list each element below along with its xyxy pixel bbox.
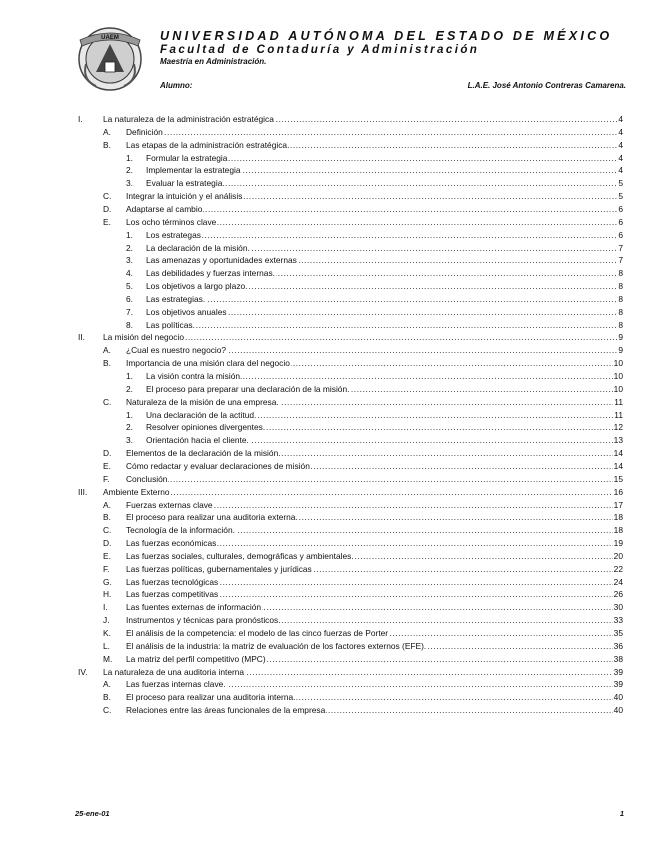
toc-entry-title-text: Elementos de la declaración de la misión [126,448,279,459]
toc-entry[interactable] [0,500,655,511]
toc-entry-title [146,384,623,395]
toc-entry[interactable] [0,538,655,549]
toc-entry-title-text: La visión contra la misión. [146,371,243,381]
toc-entry-page: 18 [613,512,623,523]
toc-entry-title-text: Las fuerzas sociales, culturales, demográficas y ambientales [126,550,352,561]
toc-entry[interactable] [0,551,655,562]
toc-entry-page: 14 [613,448,623,459]
toc-entry-title [126,474,623,485]
toc-entry-title-text: El análisis de la competencia: el modelo de las cinco fuerzas de Porter [126,628,389,638]
toc-entry-number: 4. [126,268,133,279]
toc-entry[interactable] [0,461,655,472]
university-seal-icon [72,24,148,92]
toc-entry-page: 35 [613,628,623,638]
toc-entry-title [126,448,623,459]
toc-entry-title [146,281,623,292]
toc-entry-page: 9 [618,332,623,343]
toc-entry-number: 2. [126,383,133,394]
toc-entry-title-text: Definición [126,126,163,137]
toc-entry-page: 36 [613,640,623,651]
toc-entry-number: 7. [126,306,133,317]
toc-entry-number: 2. [126,422,133,433]
toc-entry-number: B. [103,692,111,703]
toc-entry-title-text: Conclusión [126,473,168,484]
toc-entry-page: 17 [613,499,623,510]
toc-entry-number: E. [103,550,111,561]
toc-entry-title [126,500,623,511]
toc-entry-number: I. [78,114,83,124]
toc-entry-page: 38 [613,653,623,664]
toc-entry[interactable] [0,525,655,536]
university-title: UNIVERSIDAD AUTÓNOMA DEL ESTADO DE MÉXICO [160,29,613,43]
toc-entry-title-text: Las fuerzas internas clave. [126,679,226,690]
toc-entry-number: A. [103,679,111,690]
toc-entry-title-text: Instrumentos y técnicas para pronósticos [126,615,279,626]
toc-entry-title [126,564,623,575]
toc-entry-number: I. [103,602,108,613]
toc-entry[interactable] [0,281,655,292]
toc-entry[interactable] [0,268,655,279]
toc-entry-title-text: Las fuerzas tecnológicas [126,576,219,587]
toc-entry[interactable] [0,140,655,151]
toc-entry-number: 5. [126,281,133,292]
toc-entry-page: 26 [613,589,623,600]
toc-entry[interactable] [0,615,655,626]
toc-entry[interactable] [0,654,655,665]
toc-entry[interactable] [0,307,655,318]
toc-entry[interactable] [0,345,655,356]
toc-entry[interactable] [0,204,655,215]
toc-entry-title-text: El análisis de la industria: la matriz de evaluación de los factores externos (EFE). [126,640,427,651]
toc-entry-title [103,332,623,343]
toc-entry-number: 3. [126,255,133,266]
toc-entry-title-text: La naturaleza de la administración estratégica [103,114,274,124]
toc-entry-page: 4 [618,126,623,137]
toc-entry-page: 40 [613,692,623,703]
toc-entry[interactable] [0,692,655,703]
toc-entry-title-text: Fuerzas externas clave [126,499,213,510]
toc-entry[interactable] [0,332,655,343]
student-label: Alumno: [160,81,193,90]
toc-entry-number: G. [103,576,112,587]
toc-entry-number: C. [103,705,112,716]
toc-entry-title [146,243,623,254]
toc-entry-title-text: La matriz del perfil competitivo (MPC) [126,653,266,664]
toc-entry-title [126,628,623,639]
toc-entry-page: 6 [618,229,623,240]
toc-entry-number: A. [103,345,111,356]
toc-entry-title-text: Las etapas de la administración estratégica. [126,139,290,150]
toc-entry[interactable] [0,435,655,446]
toc-entry-title-text: ¿Cual es nuestro negocio? [126,345,227,356]
toc-entry-number: C. [103,396,112,407]
toc-entry-page: 10 [613,383,623,394]
toc-entry-title [146,268,623,279]
toc-entry-page: 22 [613,563,623,574]
toc-entry-number: K. [103,628,111,638]
toc-entry[interactable] [0,628,655,639]
toc-entry-number: 2. [126,165,133,176]
toc-entry-title-text: Los estrategas [146,229,201,240]
toc-entry-title [126,140,623,151]
toc-entry[interactable] [0,127,655,138]
toc-entry-number: 2. [126,242,133,253]
toc-entry-number: C. [103,525,112,536]
toc-entry-title-text: Evaluar la estrategia [146,178,223,189]
toc-entry-number: 6. [126,293,133,304]
toc-entry[interactable] [0,705,655,716]
toc-entry-title-text: Ambiente Externo [103,486,170,497]
toc-entry-title [146,230,623,241]
toc-entry[interactable] [0,320,655,331]
toc-entry-number: 8. [126,319,133,330]
toc-entry-title-text: Los objetivos a largo plazo. [146,281,248,292]
toc-entry-title [103,487,623,498]
toc-entry-page: 7 [618,255,623,266]
toc-entry-title-text: La misión del negocio [103,332,185,343]
toc-entry-page: 39 [613,679,623,690]
toc-entry-page: 33 [613,615,623,626]
toc-entry-title [126,551,623,562]
toc-entry-page: 7 [618,242,623,253]
toc-entry-title [126,679,623,690]
toc-entry[interactable] [0,577,655,588]
toc-entry-title [126,204,623,215]
toc-entry[interactable] [0,410,655,421]
toc-entry-title [126,615,623,626]
toc-entry-title [146,320,623,331]
toc-entry-number: C. [103,191,112,202]
toc-entry-number: L. [103,640,110,651]
toc-entry-title [126,589,623,600]
toc-entry-page: 4 [618,152,623,163]
toc-entry-title-text: Integrar la intuición y el análisis [126,191,243,202]
toc-entry-title [126,705,623,716]
student-name: L.A.E. José Antonio Contreras Camarena. [467,81,626,90]
toc-entry-title-text: Los ocho términos clave [126,216,217,227]
toc-entry-number: B. [103,358,111,369]
toc-entry-title-text: Tecnología de la información. [126,525,235,536]
toc-entry-page: 10 [613,358,623,369]
toc-entry-number: D. [103,538,112,549]
toc-entry[interactable] [0,255,655,266]
toc-entry[interactable] [0,448,655,459]
toc-entry-number: D. [103,448,112,459]
toc-entry-number: E. [103,216,111,227]
toc-entry[interactable] [0,422,655,433]
toc-entry-page: 18 [613,525,623,536]
toc-entry-number: 1. [126,371,133,381]
toc-entry-page: 4 [618,139,623,150]
faculty-title: Facultad de Contaduría y Administración [160,43,480,56]
toc-entry-page: 8 [618,268,623,279]
toc-entry-title-text: Naturaleza de la misión de una empresa. [126,396,279,407]
toc-entry-number: D. [103,203,112,214]
toc-entry-title-text: Relaciones entre las áreas funcionales de la empresa [126,705,326,716]
toc-entry-title [103,114,623,125]
toc-entry-title [146,307,623,318]
toc-entry-title-text: Cómo redactar y evaluar declaraciones de misión [126,460,310,471]
toc-entry-number: 3. [126,435,133,446]
toc-entry-title [126,692,623,703]
toc-entry-page: 30 [613,602,623,613]
toc-entry-title [126,641,623,652]
toc-entry-title [146,435,623,446]
toc-entry-number: A. [103,499,111,510]
toc-entry-number: 1. [126,409,133,420]
toc-entry-title-text: El proceso para preparar una declaración de la misión. [146,383,350,394]
toc-entry-title-text: Formular la estrategia [146,152,228,163]
toc-entry-page: 10 [613,371,623,381]
toc-entry-title-text: Los objetivos anuales [146,306,227,317]
toc-entry-page: 5 [618,191,623,202]
toc-entry[interactable] [0,371,655,382]
toc-entry-title-text: Las fuerzas políticas, gubernamentales y jurídicas [126,563,312,574]
toc-entry-title [146,255,623,266]
toc-entry[interactable] [0,397,655,408]
toc-entry-title [126,217,623,228]
toc-entry[interactable] [0,589,655,600]
toc-entry-page: 6 [618,203,623,214]
toc-entry-number: F. [103,563,110,574]
toc-entry-number: A. [103,126,111,137]
toc-entry-title-text: Orientación hacia el cliente. [146,435,249,446]
toc-entry-title-text: Una declaración de la actitud. [146,409,257,420]
toc-entry-title [146,294,623,305]
toc-entry-page: 12 [613,422,623,433]
toc-entry-number: M. [103,653,113,664]
toc-entry-title-text: El proceso para realizar una auditoria interna. [126,692,296,703]
toc-entry-title-text: Las debilidades y fuerzas internas. [146,268,275,279]
toc-entry-number: IV. [78,666,88,677]
toc-entry-page: 20 [613,550,623,561]
toc-entry[interactable] [0,294,655,305]
toc-entry-page: 13 [613,435,623,446]
toc-entry[interactable] [0,384,655,395]
toc-entry[interactable] [0,178,655,189]
toc-entry-page: 8 [618,281,623,292]
toc-entry-title-text: La declaración de la misión. [146,242,250,253]
toc-entry-page: 4 [618,114,623,124]
toc-entry[interactable] [0,641,655,652]
toc-entry-title-text: El proceso para realizar una auditoria externa. [126,512,298,523]
toc-entry-title [126,538,623,549]
toc-entry-page: 5 [618,178,623,189]
toc-entry-title [126,512,623,523]
toc-entry-page: 11 [614,409,623,420]
footer-date: 25-ene-01 [75,809,110,818]
toc-entry-title [126,358,623,369]
seal-banner-text: UAEM [101,35,119,41]
toc-entry[interactable] [0,230,655,241]
toc-entry-number: B. [103,512,111,523]
toc-entry[interactable] [0,602,655,613]
toc-entry-title-text: Implementar la estrategia [146,165,241,176]
toc-entry[interactable] [0,512,655,523]
toc-entry[interactable] [0,153,655,164]
toc-entry-title-text: Las fuentes externas de información [126,602,262,613]
toc-entry-title-text: Resolver opiniones divergentes. [146,422,266,433]
toc-entry-number: 1. [126,229,133,240]
toc-entry-page: 6 [618,216,623,227]
toc-entry-number: B. [103,139,111,150]
toc-entry-title [126,654,623,665]
toc-entry-title [126,577,623,588]
toc-entry-title-text: Las políticas. [146,319,195,330]
toc-entry-title [126,397,623,408]
toc-entry[interactable] [0,358,655,369]
toc-entry-page: 14 [613,460,623,471]
toc-entry-title-text: Adaptarse al cambio [126,203,203,214]
toc-entry-title-text: Las fuerzas económicas [126,538,217,549]
toc-entry-number: E. [103,460,111,471]
toc-entry-page: 39 [613,666,623,677]
toc-entry-title [126,461,623,472]
toc-entry[interactable] [0,487,655,498]
toc-entry-number: 3. [126,178,133,189]
toc-entry-title-text: Las amenazas y oportunidades externas [146,255,297,266]
toc-entry[interactable] [0,191,655,202]
footer-page-number: 1 [619,809,624,818]
program-title: Maestría en Administración. [160,57,267,66]
toc-entry-title [126,345,623,356]
toc-entry-number: J. [103,615,110,626]
toc-entry-title [146,410,623,421]
toc-entry[interactable] [0,243,655,254]
toc-entry-number: 1. [126,152,133,163]
toc-entry-page: 8 [618,306,623,317]
toc-entry-page: 19 [613,538,623,549]
toc-entry-page: 16 [613,486,623,497]
toc-entry-title [146,422,623,433]
toc-entry-title [126,602,623,613]
toc-entry-title [146,165,623,176]
toc-entry[interactable] [0,564,655,575]
toc-entry-page: 40 [613,705,623,716]
toc-entry[interactable] [0,667,655,678]
toc-entry-title [146,178,623,189]
toc-entry-title-text: Las fuerzas competitivas [126,589,219,600]
toc-entry-title-text: La naturaleza de una auditoria interna [103,666,245,677]
toc-entry-title [103,667,623,678]
toc-entry-page: 9 [618,345,623,356]
toc-entry-number: H. [103,589,112,600]
toc-entry-number: F. [103,473,110,484]
toc-entry-title [146,371,623,382]
toc-entry-page: 11 [614,396,623,407]
toc-entry-title-text: Importancia de una misión clara del negocio [126,358,290,369]
toc-entry-page: 8 [618,319,623,330]
toc-entry-page: 4 [618,165,623,176]
toc-entry[interactable] [0,679,655,690]
toc-entry-title [126,127,623,138]
toc-entry-title-text: Las estrategias. [146,293,206,304]
toc-entry-number: II. [78,332,85,343]
toc-entry[interactable] [0,165,655,176]
toc-entry[interactable] [0,217,655,228]
toc-entry-page: 24 [613,576,623,587]
toc-entry-number: III. [78,486,88,497]
toc-entry[interactable] [0,474,655,485]
toc-entry-title [126,525,623,536]
toc-entry[interactable] [0,114,655,125]
toc-entry-title [146,153,623,164]
toc-entry-title [126,191,623,202]
toc-entry-page: 15 [613,473,623,484]
toc-entry-page: 8 [618,293,623,304]
